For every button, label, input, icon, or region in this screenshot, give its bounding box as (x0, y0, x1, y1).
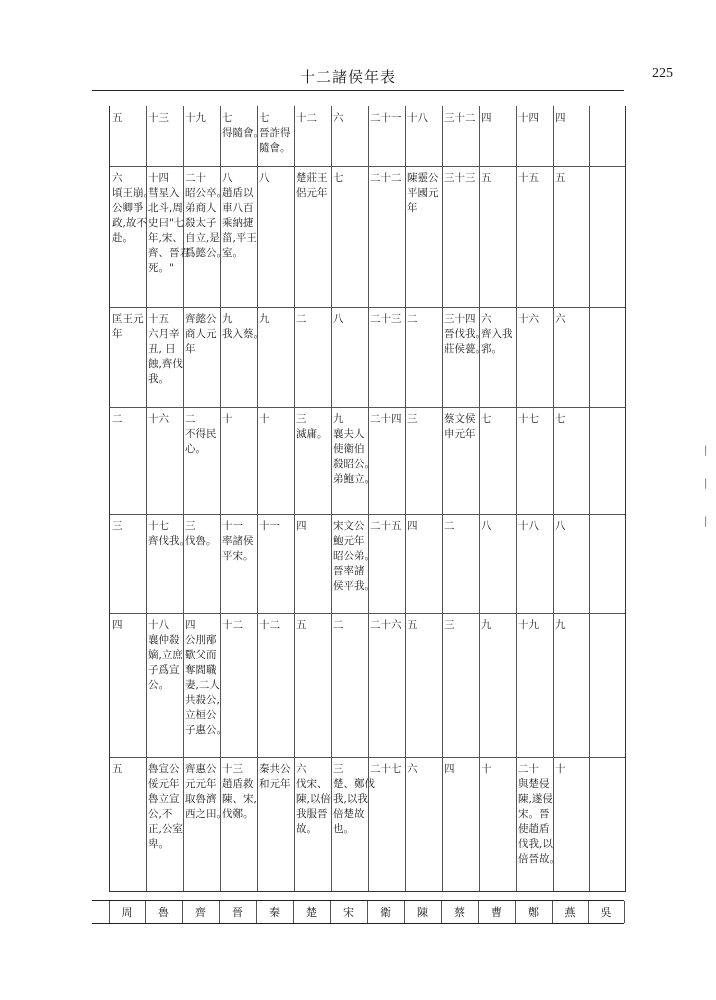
table-cell: 九 我入蔡。 (222, 313, 264, 340)
table-cell: 三十四 晉伐我。 莊侯甍。 (444, 313, 486, 355)
table-cell: 八 (555, 520, 566, 532)
footer-divider (404, 901, 405, 923)
table-cell: 八 (333, 313, 344, 325)
table-cell: 十 (259, 413, 270, 425)
table-cell: 十五 六月辛 丑, 日 蝕,齊伐 我。 (148, 313, 183, 385)
row-divider (110, 166, 625, 167)
table-cell: 十二 (296, 112, 317, 124)
footer-divider (515, 901, 516, 923)
state-label: 鄭 (528, 906, 539, 919)
table-cell: 八 (259, 172, 270, 184)
table-cell: 楚莊王 侶元年 (296, 172, 328, 199)
table-cell: 十五 (518, 172, 539, 184)
table-cell: 三 楚、鄭伐 我,以我 倍楚故 也。 (333, 763, 375, 835)
chronology-table (109, 106, 626, 892)
table-cell: 二 (444, 520, 455, 532)
page-title: 十二諸侯年表 (300, 68, 397, 86)
table-cell: 四 (481, 112, 492, 124)
table-cell (589, 410, 625, 513)
table-cell: 六 齊入我 郛。 (481, 313, 513, 355)
table-cell: 二 (333, 619, 344, 631)
table-cell: 十四 彗星入 北斗,周 史曰"七 年,宋、 齊、晉君 死。" (148, 172, 190, 274)
margin-mark: | (704, 445, 708, 456)
table-cell: 四 (296, 520, 307, 532)
table-cell: 齊懿公 商人元 年 (185, 313, 217, 355)
state-label: 陳 (417, 906, 428, 919)
table-cell: 十九 (518, 619, 539, 631)
table-cell: 十六 (148, 413, 169, 425)
table-cell: 三 (112, 520, 123, 532)
table-cell: 六 (555, 313, 566, 325)
table-cell: 二十四 (370, 413, 402, 425)
table-cell: 十七 (518, 413, 539, 425)
table-cell: 十三 (148, 112, 169, 124)
row-divider (110, 613, 625, 614)
table-cell: 三 (407, 413, 418, 425)
table-cell: 十二 (259, 619, 280, 631)
table-cell: 二十 與楚侵 陳,遂侵 宋。晉 使趙盾 伐我,以 倍晉故。 (518, 763, 560, 865)
table-cell: 十八 (407, 112, 428, 124)
table-cell: 四 公刖邴 歜父而 奪閻職 妻,二人 共殺公, 立桓公 子惠公。 (185, 619, 227, 736)
table-cell: 四 (407, 520, 418, 532)
table-cell: 三 滅庸。 (296, 413, 328, 440)
table-cell: 二十六 (370, 619, 402, 631)
table-cell: 二 不得民 心。 (185, 413, 217, 455)
table-cell: 三十二 (444, 112, 476, 124)
table-cell: 七 (333, 172, 344, 184)
footer-divider (552, 901, 553, 923)
table-cell: 陳靈公 平國元 年 (407, 172, 439, 214)
footer-divider (588, 901, 589, 923)
footer-divider (330, 901, 331, 923)
table-cell: 六 (333, 112, 344, 124)
header-rule (92, 90, 624, 91)
table-cell: 二十五 (370, 520, 402, 532)
table-cell: 五 (112, 112, 123, 124)
table-cell: 七 晉詐得 隨會。 (259, 112, 291, 154)
table-cell: 七 得隨會。 (222, 112, 264, 139)
table-cell: 二十二 (370, 172, 402, 184)
table-cell (589, 310, 625, 406)
footer-divider (182, 901, 183, 923)
table-cell: 五 (407, 619, 418, 631)
table-cell: 匡王元 年 (112, 313, 144, 340)
table-cell: 三 (444, 619, 455, 631)
state-label: 宋 (343, 906, 354, 919)
table-cell: 魯宣公 俀元年 魯立宣 公,不 正,公室 卑。 (148, 763, 183, 850)
row-divider (110, 514, 625, 515)
table-cell: 十三 趙盾救 陳、宋, 伐鄭。 (222, 763, 257, 820)
table-cell (589, 517, 625, 612)
table-cell: 蔡文侯 申元年 (444, 413, 476, 440)
table-cell: 十 (222, 413, 233, 425)
table-cell: 十二 (222, 619, 243, 631)
state-label: 燕 (564, 906, 576, 919)
table-cell: 六 頃王崩。 公卿爭 政,故不 赴。 (112, 172, 154, 244)
table-cell: 八 趙盾以 車八百 乘納捷 菑,平王 室。 (222, 172, 257, 259)
state-header-row (92, 900, 624, 924)
table-cell: 齊惠公 元元年 取魯濟 西之田。 (185, 763, 227, 820)
table-cell: 四 (112, 619, 123, 631)
state-label: 晉 (232, 906, 243, 919)
table-cell: 九 (259, 313, 270, 325)
table-cell: 二十 昭公卒。 弟商人 殺太子 自立,是 爲懿公。 (185, 172, 227, 259)
footer-divider (256, 901, 257, 923)
table-cell: 四 (444, 763, 455, 775)
table-cell (589, 109, 625, 165)
table-cell: 二 (407, 313, 418, 325)
table-cell: 五 (555, 172, 566, 184)
table-cell (589, 169, 625, 306)
footer-divider (109, 901, 110, 923)
table-cell: 七 (481, 413, 492, 425)
footer-divider (219, 901, 220, 923)
table-cell: 十八 (518, 520, 539, 532)
footer-divider (624, 901, 625, 923)
table-cell: 十四 (518, 112, 539, 124)
state-label: 蔡 (454, 906, 465, 919)
state-label: 衛 (380, 906, 391, 919)
table-cell: 二十一 (370, 112, 402, 124)
table-cell: 十九 (185, 112, 206, 124)
table-cell: 三十三 (444, 172, 476, 184)
table-cell: 十七 齊伐我。 (148, 520, 190, 547)
state-label: 魯 (158, 906, 169, 919)
table-cell: 宋文公 鮑元年 昭公弟。 晉率諸 侯平我。 (333, 520, 375, 592)
table-cell: 四 (555, 112, 566, 124)
page-number: 225 (652, 66, 673, 81)
state-label: 楚 (306, 906, 317, 919)
table-cell: 十一 率諸侯 平宋。 (222, 520, 254, 562)
table-cell: 十一 (259, 520, 280, 532)
state-label: 曹 (491, 906, 502, 919)
table-cell (589, 760, 625, 890)
table-cell: 二十三 (370, 313, 402, 325)
table-cell: 十 (555, 763, 566, 775)
table-cell: 九 (481, 619, 492, 631)
footer-divider (145, 901, 146, 923)
footer-divider (367, 901, 368, 923)
table-cell: 九 (555, 619, 566, 631)
footer-divider (293, 901, 294, 923)
state-label: 周 (121, 906, 133, 919)
state-label: 秦 (269, 906, 280, 919)
state-label: 齊 (195, 906, 206, 919)
row-divider (110, 307, 625, 308)
footer-divider (441, 901, 442, 923)
table-cell: 九 襄夫人 使衛伯 殺昭公。 弟鮑立。 (333, 413, 375, 485)
table-cell (589, 616, 625, 756)
table-cell: 八 (481, 520, 492, 532)
row-divider (110, 757, 625, 758)
table-cell: 十六 (518, 313, 539, 325)
table-cell: 五 (481, 172, 492, 184)
table-cell: 二十七 (370, 763, 402, 775)
table-cell: 六 伐宋、 陳,以倍 我服晉 故。 (296, 763, 331, 835)
state-label: 吳 (600, 906, 612, 919)
table-cell: 秦共公 和元年 (259, 763, 291, 790)
table-cell: 三 伐魯。 (185, 520, 217, 547)
row-divider (110, 407, 625, 408)
table-cell: 二 (112, 413, 123, 425)
margin-mark: | (704, 478, 708, 489)
table-cell: 五 (296, 619, 307, 631)
table-cell: 十八 襄仲殺 嫡,立庶 子爲宣 公。 (148, 619, 183, 691)
footer-divider (478, 901, 479, 923)
table-cell: 七 (555, 413, 566, 425)
table-cell: 六 (407, 763, 418, 775)
table-cell: 十 (481, 763, 492, 775)
table-cell: 五 (112, 763, 123, 775)
table-cell: 二 (296, 313, 307, 325)
margin-mark: | (704, 516, 708, 527)
